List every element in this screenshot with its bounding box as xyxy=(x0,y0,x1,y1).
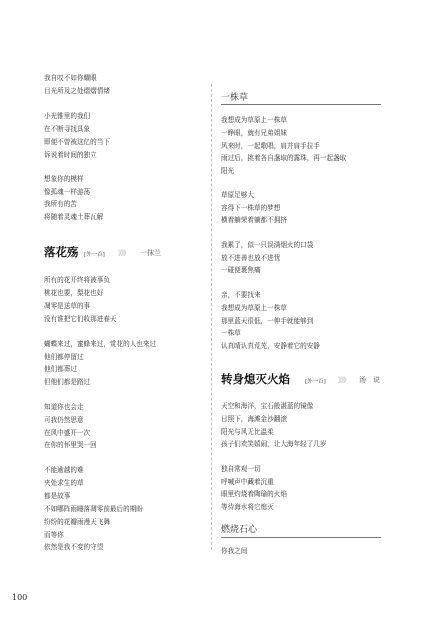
poem-line: 没有谁把它们收那进春天 xyxy=(44,315,117,323)
poem-line: 都是故事 xyxy=(44,492,71,500)
arrows-decoration: 》》》 xyxy=(118,249,129,257)
poem-line: 风来时，一起歌唱，肩并肩手拉手 xyxy=(221,142,320,150)
poem-line: 雨过后，挑着各自盏取的露珠，再一起盏取 xyxy=(221,154,347,162)
poem-tag: [外一首] xyxy=(305,379,326,385)
page-number: 100 xyxy=(12,593,28,602)
poem-line: 夹处求生的草 xyxy=(44,479,84,487)
poem-author: 汤 说 xyxy=(359,376,380,384)
poem-line: 眼里灼烧着陶瑜的火焰 xyxy=(221,490,287,498)
poem-line: 但他们都是路过 xyxy=(44,378,91,386)
poem-line: 不能逾越的难 xyxy=(44,466,84,474)
poem-line: 天空和海洋，宝石般湛蓝的镜像 xyxy=(221,402,314,410)
poem-line: 知道你也会走 xyxy=(44,403,84,411)
poem-line: 一株草 xyxy=(221,329,241,337)
poem-title: 转身熄灭火焰 xyxy=(221,372,290,386)
poem-line: 凋零是送草的事 xyxy=(44,302,91,310)
poem-line: 小光锥里的我们 xyxy=(44,112,91,120)
title-underline xyxy=(221,537,381,538)
poem-line: 我所有的苦 xyxy=(44,200,77,208)
poem-tag: [外一首] xyxy=(84,252,105,258)
poem-line: 即便不曾被这亿的当下 xyxy=(44,138,110,146)
poem-line: 日照下，海滩金沙翻滚 xyxy=(221,415,287,423)
poem-line: 可我仍然思意 xyxy=(44,416,84,424)
poem-line: 一碰便裹焦痛 xyxy=(221,266,261,274)
poem-line: 想象你的模样 xyxy=(44,175,84,183)
title-underline xyxy=(221,104,381,105)
poem-title: 一株草 xyxy=(221,93,249,103)
poem-line: 将随着灵魂土葬瓦解 xyxy=(44,213,104,221)
poem-line: 在你的怀里哭一回 xyxy=(44,441,97,449)
poem-line: 阳光与风无比温柔 xyxy=(221,428,274,436)
poem-line: 我累了，似一只误满烟火的口袋 xyxy=(221,241,314,249)
poem-line: 我想成为草原上一株草 xyxy=(221,116,287,124)
poem-line: 呼喊声中藏着沉重 xyxy=(221,478,274,486)
poem-line: 我想成为草原上一株草 xyxy=(221,304,287,312)
poem-line: 那里蓝天很低，一伸手就能够到 xyxy=(221,317,314,325)
poem-line: 依然是我不变的守望 xyxy=(44,543,104,551)
column-divider xyxy=(211,84,212,550)
poem-line: 在风中盛开一次 xyxy=(44,429,91,437)
poem-author: 一抹兰 xyxy=(140,249,161,257)
poem-line: 放不进善也放不进忧 xyxy=(221,254,281,262)
poem-line: 他们都葬过 xyxy=(44,365,77,373)
poem-line: 独自常观一切 xyxy=(221,465,261,473)
poem-line: 蝴蝶来过，蜜蜂来过，赏花的人也来过 xyxy=(44,340,157,348)
poem-line: 所有的花开终将被事负 xyxy=(44,276,110,284)
poem-line: 诉说着时间的独立 xyxy=(44,151,97,159)
poem-line: 纷纷的花瓣雨漫天飞舞 xyxy=(44,518,110,526)
poem-line: 目光所及之处熠熠情绪 xyxy=(44,87,110,95)
poem-line: 一睁眼，就有兄弟姐妹 xyxy=(221,129,287,137)
poem-line: 不如哪阵雨睡落凋零前最后的期盼 xyxy=(44,505,143,513)
poem-line: 草原足够大 xyxy=(221,191,254,199)
poem-line: 孩子们欢笑嬉闹，让大海年轻了几岁 xyxy=(221,440,327,448)
poem-line: 在不断寻找具象 xyxy=(44,125,91,133)
poem-title: 落花殇 xyxy=(44,245,79,259)
poem-line: 你我之间 xyxy=(221,547,248,555)
poem-line: 横着躺荣着躺都不拥挤 xyxy=(221,216,287,224)
poem-line: 桃花也要，梨花也好 xyxy=(44,289,104,297)
poem-line: 而等你 xyxy=(44,531,64,539)
poem-line: 我自叹不如你耀眼 xyxy=(44,74,97,82)
arrows-decoration: 》》》 xyxy=(338,376,349,384)
poem-line: 亲，不要找来 xyxy=(221,291,261,299)
poem-line: 容得下一株草的梦想 xyxy=(221,204,281,212)
poem-line: 像孤魂一样游荡 xyxy=(44,188,91,196)
poem-line: 等待海水将它熄灭 xyxy=(221,503,274,511)
poem-line: 阳光 xyxy=(221,167,235,175)
poem-line: 认真晴认真荒芜，安静着它的安静 xyxy=(221,342,320,350)
poem-title: 燃烧石心 xyxy=(221,525,258,535)
poem-line: 他们都停留过 xyxy=(44,353,84,361)
